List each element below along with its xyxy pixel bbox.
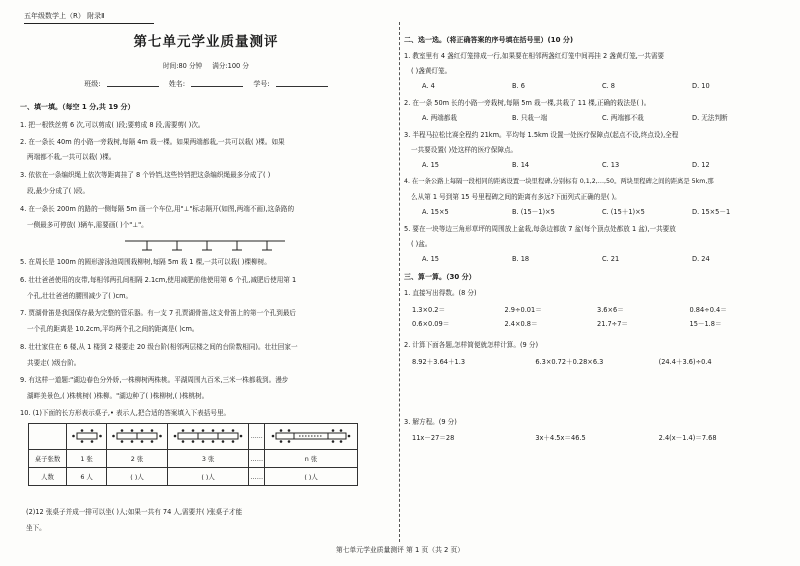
question-2-5a: 5. 要在一块等边三角形草坪的周围放上盆栽,每条边都放 7 盆(每个顶点处都放 1 盆),一共要放 (404, 225, 676, 233)
question-1-10b: (2)12 张桌子并成一排可以坐( )人;如果一共有 74 人,需要并( )张桌子才能 (26, 508, 243, 516)
question-2-2: 2. 在一条 50m 长的小路一旁栽树,每隔 5m 栽一棵,共栽了 11 棵,正确的栽法是( )。 (404, 99, 651, 107)
table-cell: …… (249, 450, 265, 468)
question-1-2b: 两端都不栽,一共可以栽( )棵。 (27, 153, 116, 161)
table-row-desks (29, 450, 358, 468)
desk-diagram-1 (67, 424, 107, 450)
people-count-label: 人数 (29, 468, 67, 486)
question-1-4a: 4. 在一条长 200m 的路的一侧每隔 5m 画一个车位,用"⊥"标志隔开(如图,两端不画),这条路的 (20, 205, 295, 213)
question-1-8b: 共要走( )级台阶。 (27, 359, 81, 367)
calc-item: 21.7÷7＝ (597, 320, 628, 329)
question-2-4b: 么从第 1 号到第 15 号里程碑之间的距离有多远?下面列式正确的是( )。 (411, 193, 621, 201)
desk-diagram-2 (107, 424, 168, 450)
calc-item: 0.84÷0.4＝ (689, 306, 727, 314)
question-1-6a: 6. 壮壮爸爸使用的皮带,每相邻两孔间相隔 2.1cm,使用减肥前他使用第 6 个孔,减肥后使用第 1 (20, 276, 297, 284)
option-a[interactable]: A. 15×5 (422, 208, 449, 216)
option-d[interactable]: D. 无法判断 (692, 114, 728, 122)
calc-item: 0.6×0.09＝ (412, 320, 450, 329)
table-cell: n 张 (265, 450, 358, 468)
id-field[interactable] (276, 86, 328, 87)
options-2-4 (422, 208, 782, 216)
question-1-7b: 一个孔的距离是 10.2cm,平均两个孔之间的距离是( )cm。 (27, 325, 199, 333)
calc-item: 15－1.8＝ (689, 320, 722, 329)
option-d[interactable]: D. 24 (692, 255, 710, 263)
calc-item: (24.4＋3.6)÷0.4 (658, 358, 712, 366)
table-cell[interactable]: ( )人 (265, 468, 358, 486)
question-1-3b: 段,最少分成了( )段。 (27, 187, 90, 195)
question-1-6b: 个孔,壮壮爸爸的腰围减少了( )cm。 (27, 292, 133, 300)
full-score: 满分:100 分 (212, 62, 249, 70)
section-2-heading: 二、选一选。（将正确答案的序号填在括号里）(10 分) (404, 36, 574, 44)
options-2-5 (422, 255, 782, 263)
equation-item: 3x＋4.5x＝46.5 (535, 434, 586, 442)
table-cell[interactable]: ( )人 (107, 468, 168, 486)
question-2-3a: 3. 半程马拉松比赛全程约 21km。平均每 1.5km 设置一处医疗保障点(起点不设,终点设),全程 (404, 131, 679, 139)
option-b[interactable]: B. (15－1)×5 (512, 208, 555, 216)
part-3-2-heading: 2. 计算下面各题,怎样简便就怎样计算。(9 分) (404, 341, 539, 349)
table-row-diagrams (29, 424, 358, 450)
table-cell: 1 张 (67, 450, 107, 468)
option-b[interactable]: B. 14 (512, 161, 530, 169)
option-d[interactable]: D. 12 (692, 161, 710, 169)
option-a[interactable]: A. 两端都栽 (422, 114, 457, 122)
options-2-2 (422, 114, 782, 122)
options-2-1 (422, 82, 782, 90)
name-label: 姓名: (168, 80, 186, 88)
page-title: 第七单元学业质量测评 (133, 34, 279, 50)
table-cell: 2 张 (107, 450, 168, 468)
id-label: 学号: (253, 80, 270, 88)
question-2-3b: 一共要设置( )处这样的医疗保障点。 (411, 146, 518, 154)
desk-table (28, 423, 358, 486)
question-1-9a: 9. 有这样一道题:"湖边春色分外娇,一株柳树两株桃。平湖周围九百米,三米一株都栽到。漫步 (20, 376, 289, 384)
calc-item: 3.6×6＝ (597, 306, 624, 314)
mental-calc-grid (412, 306, 782, 328)
option-d[interactable]: D. 10 (692, 82, 710, 90)
calc-item: 1.3×0.2＝ (412, 306, 446, 314)
calc-item: 2.9÷0.01＝ (504, 306, 542, 314)
question-2-4a: 4. 在一条公路上每隔一段相同的距离设置一块里程碑,分别标有 0,1,2,…,50。两块里程碑之间的距离是 5km,那 (404, 178, 714, 185)
question-1-5: 5. 在周长是 100m 的圆形游泳池周围栽柳树,每隔 5m 栽 1 棵,一共可以栽( )棵柳树。 (20, 258, 271, 266)
student-info (20, 80, 392, 89)
option-a[interactable]: A. 15 (422, 161, 439, 169)
class-field[interactable] (107, 86, 159, 87)
option-c[interactable]: C. (15＋1)×5 (602, 208, 645, 216)
calc-item: 6.3×0.72＋0.28×6.3 (535, 358, 604, 366)
option-c[interactable]: C. 8 (602, 82, 615, 90)
desk-count-label: 桌子张数 (29, 450, 67, 468)
part-3-3-heading: 3. 解方程。(9 分) (404, 418, 457, 426)
equation-item: 2.4(x－1.4)＝7.68 (658, 434, 717, 442)
option-c[interactable]: C. 两端都不栽 (602, 114, 644, 122)
question-1-1: 1. 把一根铁丝剪 6 次,可以剪成( )段;要剪成 8 段,需要剪( )次。 (20, 121, 205, 129)
calc-item: 2.4×0.8＝ (504, 320, 538, 329)
parking-marks-diagram (125, 238, 285, 252)
class-label: 班级: (84, 80, 101, 88)
page-footer: 第七单元学业质量测评 第 1 页（共 2 页） (335, 546, 465, 554)
options-2-3 (422, 161, 782, 169)
table-row-people (29, 468, 358, 486)
desk-diagram-ellipsis: …… (249, 424, 265, 450)
option-a[interactable]: A. 15 (422, 255, 439, 263)
option-c[interactable]: C. 13 (602, 161, 620, 169)
section-3-heading: 三、算一算。（30 分） (404, 273, 476, 281)
question-1-4b: 一侧最多可停放( )辆车,需要画( )个"⊥"。 (27, 221, 148, 229)
question-1-9b: 湖畔美景色,( )株桃树( )株柳。"湖边种了( )株柳树,( )株桃树。 (27, 392, 209, 400)
question-1-8a: 8. 壮壮家住在 6 楼,从 1 楼到 2 楼要走 20 级台阶(相邻两层楼之间的台阶数相同)。壮壮回家一 (20, 343, 298, 351)
option-b[interactable]: B. 6 (512, 82, 525, 90)
table-cell: …… (249, 468, 265, 486)
exam-subtitle (20, 62, 392, 70)
part-3-1-heading: 1. 直接写出得数。(8 分) (404, 289, 477, 297)
option-b[interactable]: B. 18 (512, 255, 530, 263)
question-2-1b: ( )盏黄灯笼。 (411, 67, 452, 75)
equation-item: 11x－27＝28 (412, 434, 455, 442)
section-1-heading: 一、填一填。（每空 1 分,共 19 分） (20, 103, 135, 111)
calc-item: 8.92＋3.64＋1.3 (412, 358, 466, 366)
question-1-2a: 2. 在一条长 40m 的小路一旁栽树,每隔 4m 栽一棵。如果两端都栽,一共可以栽( )棵。如果 (20, 138, 285, 146)
question-1-10a: 10. (1)下面的长方形表示桌子,• 表示人,把合适的答案填入下表括号里。 (20, 409, 231, 417)
question-1-3a: 3. 依依在一条编织绳上依次等距离挂了 8 个铃铛,这些铃铛把这条编织绳最多分成了( ) (20, 171, 271, 179)
name-field[interactable] (191, 86, 243, 87)
option-a[interactable]: A. 4 (422, 82, 435, 90)
desk-diagram-n (265, 424, 358, 450)
column-divider (399, 22, 400, 542)
table-cell[interactable]: ( )人 (167, 468, 248, 486)
option-b[interactable]: B. 只栽一端 (512, 114, 548, 122)
question-2-1a: 1. 教室里有 4 盏红灯笼排成一行,如果要在相邻两盏红灯笼中间再挂 2 盏黄灯笼,一共需要 (404, 52, 665, 60)
time-limit: 时间:80 分钟 (163, 62, 203, 70)
simplify-calc-row (412, 358, 782, 366)
equation-row (412, 434, 782, 442)
option-d[interactable]: D. 15×5－1 (692, 208, 731, 216)
question-1-10c: 坐下。 (26, 524, 46, 532)
question-1-7a: 7. 贾湖骨笛是我国保存最为完整的管乐器。有一支 7 孔贾湖骨笛,这支骨笛上的第一个孔到最后 (20, 309, 297, 317)
question-2-5b: ( )盆。 (411, 240, 432, 248)
desk-diagram-3 (167, 424, 248, 450)
option-c[interactable]: C. 21 (602, 255, 620, 263)
book-tag: 五年级数学上（R） 附录Ⅱ (24, 12, 154, 24)
table-cell: 6 人 (67, 468, 107, 486)
table-cell: 3 张 (167, 450, 248, 468)
